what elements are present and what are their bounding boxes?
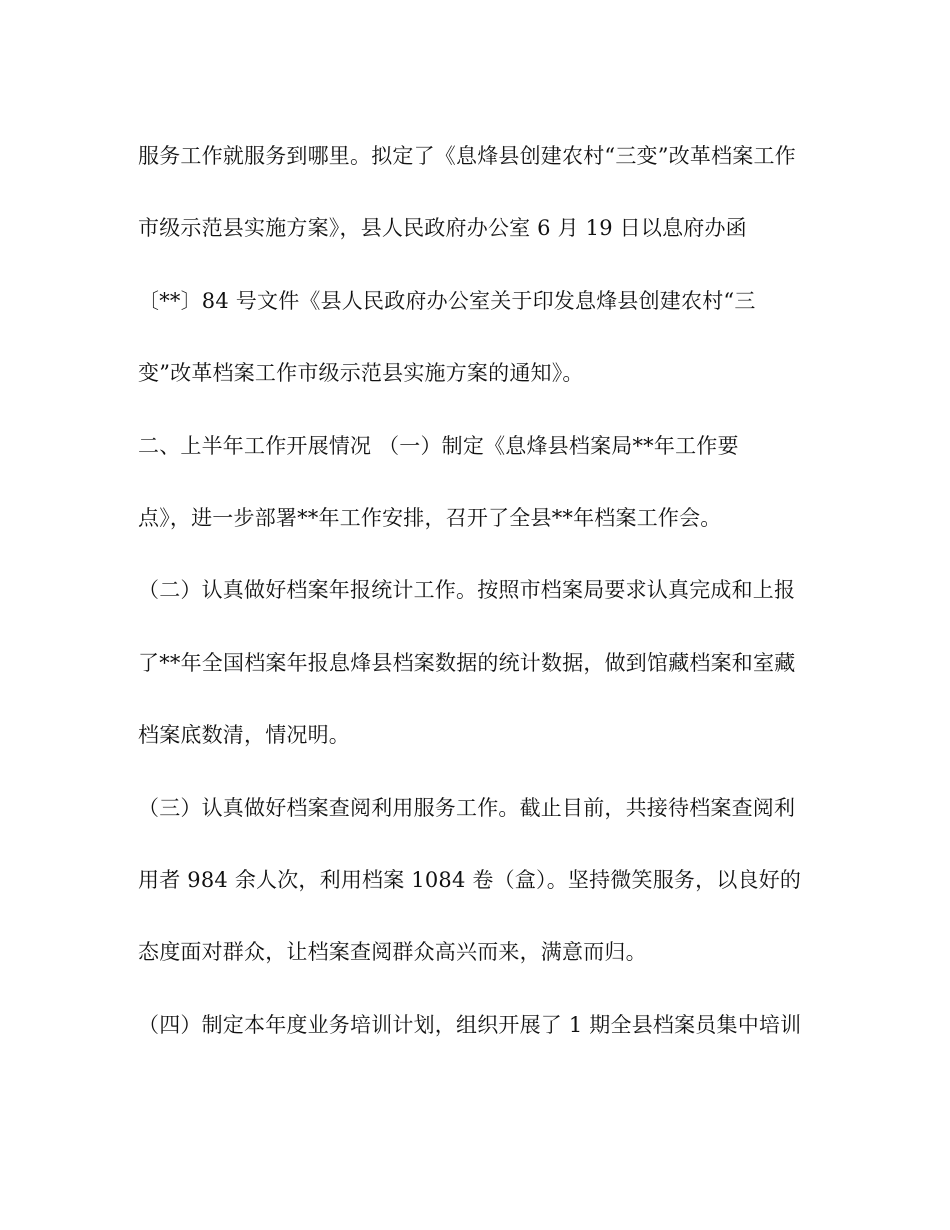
text-line-10: （三）认真做好档案查阅利用服务工作。截止目前，共接待档案查阅利 bbox=[138, 796, 796, 820]
text-line-6: 点》，进一步部署**年工作安排，召开了全县**年档案工作会。 bbox=[138, 506, 722, 530]
text-line-9: 档案底数清，情况明。 bbox=[138, 723, 350, 747]
text-line-2: 市级示范县实施方案》，县人民政府办公室 6 月 19 日以息府办函 bbox=[138, 216, 747, 240]
text-line-7: （二）认真做好档案年报统计工作。按照市档案局要求认真完成和上报 bbox=[138, 578, 796, 602]
text-line-11: 用者 984 余人次，利用档案 1084 卷（盒）。坚持微笑服务，以良好的 bbox=[138, 868, 802, 892]
text-line-12: 态度面对群众，让档案查阅群众高兴而来，满意而归。 bbox=[138, 940, 647, 964]
text-line-5: 二、上半年工作开展情况 （一）制定《息烽县档案局**年工作要 bbox=[138, 434, 739, 458]
text-line-13: （四）制定本年度业务培训计划，组织开展了 1 期全县档案员集中培训 bbox=[138, 1013, 802, 1037]
text-line-3: 〔**〕84 号文件《县人民政府办公室关于印发息烽县创建农村“三 bbox=[138, 289, 756, 313]
text-line-4: 变”改革档案工作市级示范县实施方案的通知》。 bbox=[138, 361, 584, 385]
text-line-8: 了**年全国档案年报息烽县档案数据的统计数据，做到馆藏档案和室藏 bbox=[138, 651, 796, 675]
text-line-1: 服务工作就服务到哪里。拟定了《息烽县创建农村“三变”改革档案工作 bbox=[138, 144, 796, 168]
